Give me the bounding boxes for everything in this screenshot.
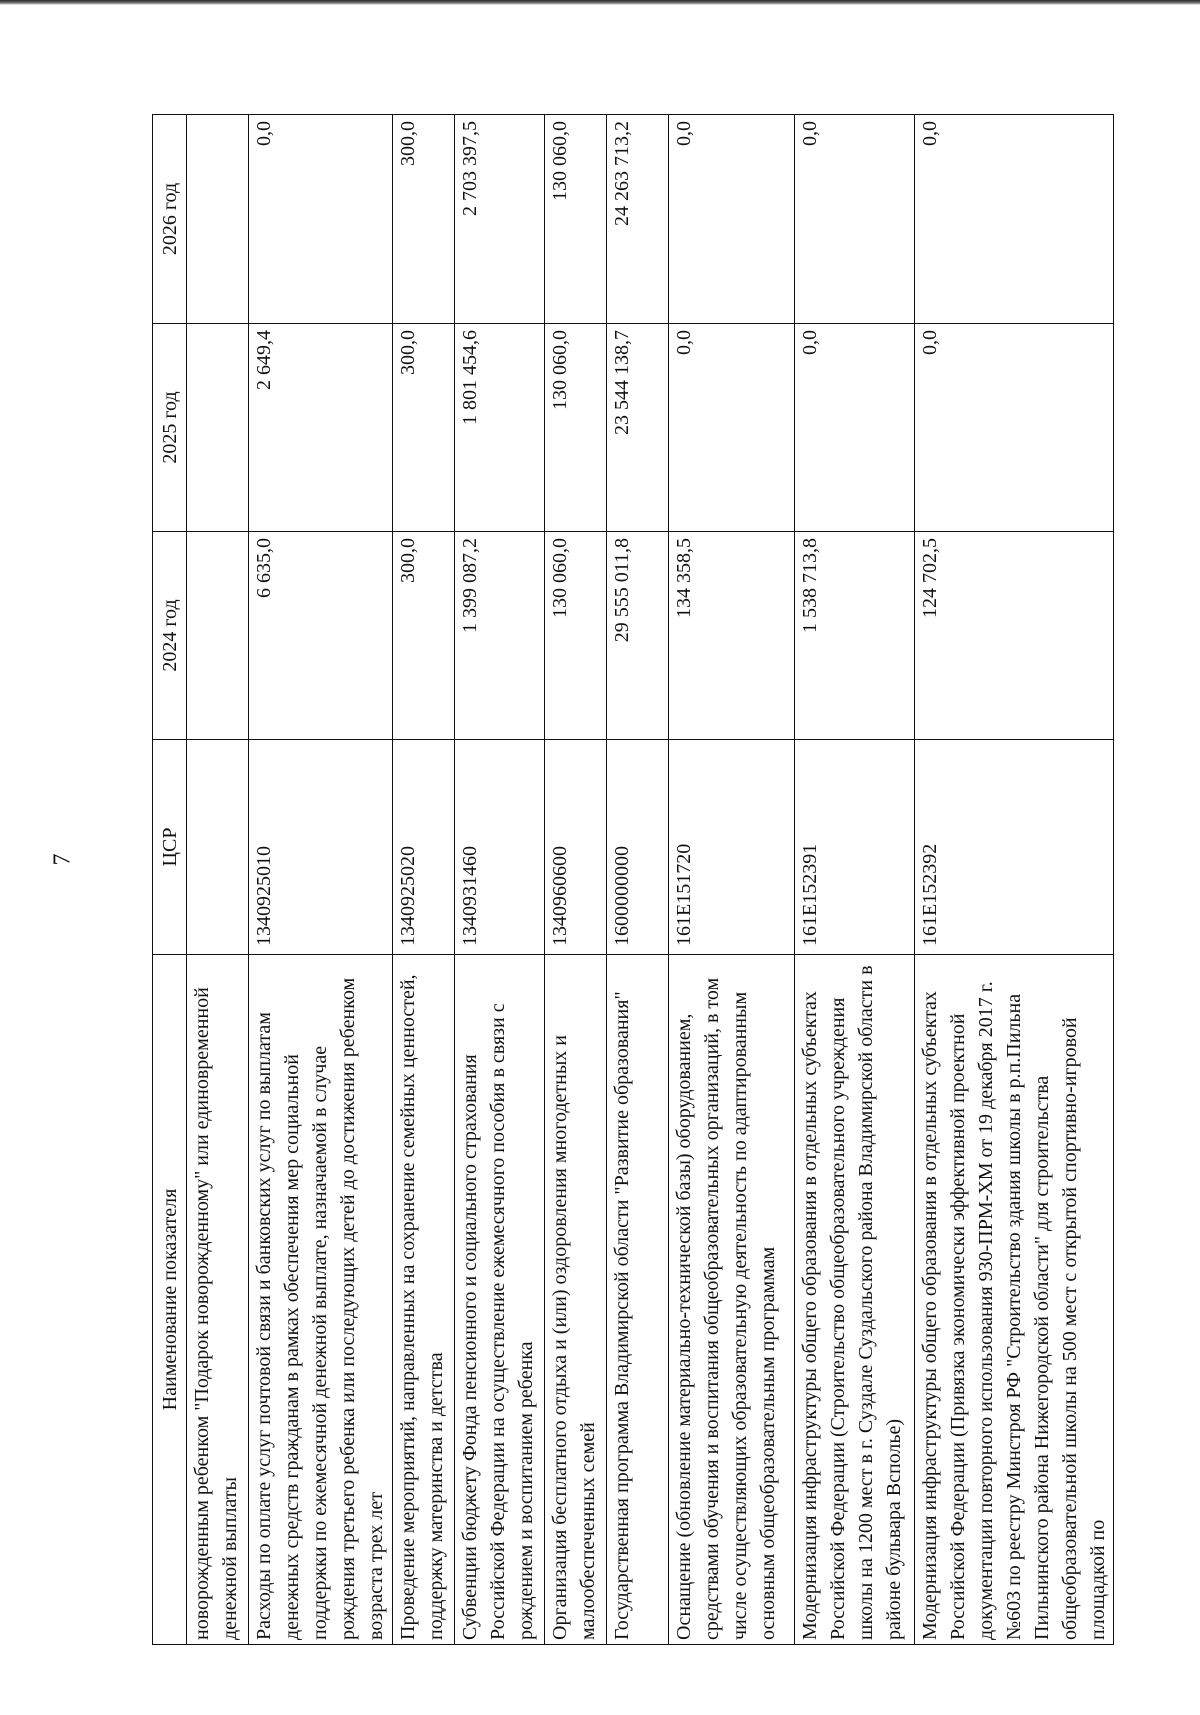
row-2024: 1 399 087,2 (455, 532, 545, 740)
header-2025: 2025 год (153, 324, 187, 532)
row-2025: 1 801 454,6 (455, 324, 545, 532)
table-header-row (153, 115, 187, 1645)
row-2025: 23 544 138,7 (607, 324, 669, 532)
row-code: 1340960600 (545, 740, 607, 955)
row-name: Модернизация инфраструктуры общего образования в отдельных субъектах Российской Федерации (Строительство общеобразовательного учреждения школы на 1200 мест в г. Суздале Суздальского района Владимирской области в районе бульвара Всполье) (795, 955, 915, 1645)
row-name: Расходы по оплате услуг почтовой связи и банковских услуг по выплатам денежных средств гражданам в рамках обеспечения мер социальной поддержки по ежемесячной денежной выплате, назначаемой в случае рождения третьего ребенка или последующих детей до достижения ребенком возраста трех лет (249, 955, 393, 1645)
row-2026: 0,0 (249, 115, 393, 324)
row-2024: 130 060,0 (545, 532, 607, 740)
table-row (393, 115, 455, 1645)
row-2026: 300,0 (393, 115, 455, 324)
table-row (669, 115, 795, 1645)
row-code (187, 740, 249, 955)
rotated-table-container (152, 115, 1109, 1645)
table-row (249, 115, 393, 1645)
row-2024: 29 555 011,8 (607, 532, 669, 740)
row-2024 (187, 532, 249, 740)
row-name: Модернизация инфраструктуры общего образования в отдельных субъектах Российской Федерации (Привязка экономически эффективной проектной документации повторного использования 930-ПРМ-ХМ от 19 декабря 2017 г. №603 по реестру Минстроя РФ "Строительство здания школы в р.п.Пильна Пильнинского района Нижегородской области" для строительства общеобразовательной школы на 500 мест с открытой спортивно-игровой площадкой по (915, 955, 1114, 1645)
budget-table (152, 114, 1114, 1645)
row-2025: 0,0 (795, 324, 915, 532)
row-2024: 6 635,0 (249, 532, 393, 740)
table-row (545, 115, 607, 1645)
header-2024: 2024 год (153, 532, 187, 740)
row-2026 (187, 115, 249, 324)
row-name: новорожденным ребенком "Подарок новорожденному" или единовременной денежной выплаты (187, 955, 249, 1645)
row-name: Оснащение (обновление материально-технической базы) оборудованием, средствами обучения и воспитания общеобразовательных организаций, в том числе осуществляющих образовательную деятельность по адаптированным основным общеобразовательным программам (669, 955, 795, 1645)
header-code: ЦСР (153, 740, 187, 955)
table-row (915, 115, 1114, 1645)
table-row (187, 115, 249, 1645)
row-2026: 2 703 397,5 (455, 115, 545, 324)
row-2025: 0,0 (915, 324, 1114, 532)
row-2025: 130 060,0 (545, 324, 607, 532)
row-2024: 300,0 (393, 532, 455, 740)
row-code: 1340931460 (455, 740, 545, 955)
table-row (455, 115, 545, 1645)
row-2026: 0,0 (915, 115, 1114, 324)
row-2024: 124 702,5 (915, 532, 1114, 740)
header-2026: 2026 год (153, 115, 187, 324)
row-2025: 300,0 (393, 324, 455, 532)
row-code: 161E151720 (669, 740, 795, 955)
row-2026: 24 263 713,2 (607, 115, 669, 324)
row-2025: 2 649,4 (249, 324, 393, 532)
row-code: 1340925010 (249, 740, 393, 955)
table-row (795, 115, 915, 1645)
row-2024: 1 538 713,8 (795, 532, 915, 740)
row-name: Государственная программа Владимирской области "Развитие образования" (607, 955, 669, 1645)
row-2025 (187, 324, 249, 532)
row-code: 161E152392 (915, 740, 1114, 955)
table-row (607, 115, 669, 1645)
row-code: 1600000000 (607, 740, 669, 955)
row-name: Субвенции бюджету Фонда пенсионного и социального страхования Российской Федерации на осуществление ежемесячного пособия в связи с рождением и воспитанием ребенка (455, 955, 545, 1645)
row-2026: 0,0 (795, 115, 915, 324)
row-2024: 134 358,5 (669, 532, 795, 740)
row-2026: 0,0 (669, 115, 795, 324)
row-2025: 0,0 (669, 324, 795, 532)
row-2026: 130 060,0 (545, 115, 607, 324)
row-name: Организация бесплатного отдыха и (или) оздоровления многодетных и малообеспеченных семей (545, 955, 607, 1645)
row-name: Проведение мероприятий, направленных на сохранение семейных ценностей, поддержку материнства и детства (393, 955, 455, 1645)
scan-edge (0, 0, 1200, 5)
page-number: 7 (49, 853, 76, 866)
header-name: Наименование показателя (153, 955, 187, 1645)
row-code: 161E152391 (795, 740, 915, 955)
row-code: 1340925020 (393, 740, 455, 955)
